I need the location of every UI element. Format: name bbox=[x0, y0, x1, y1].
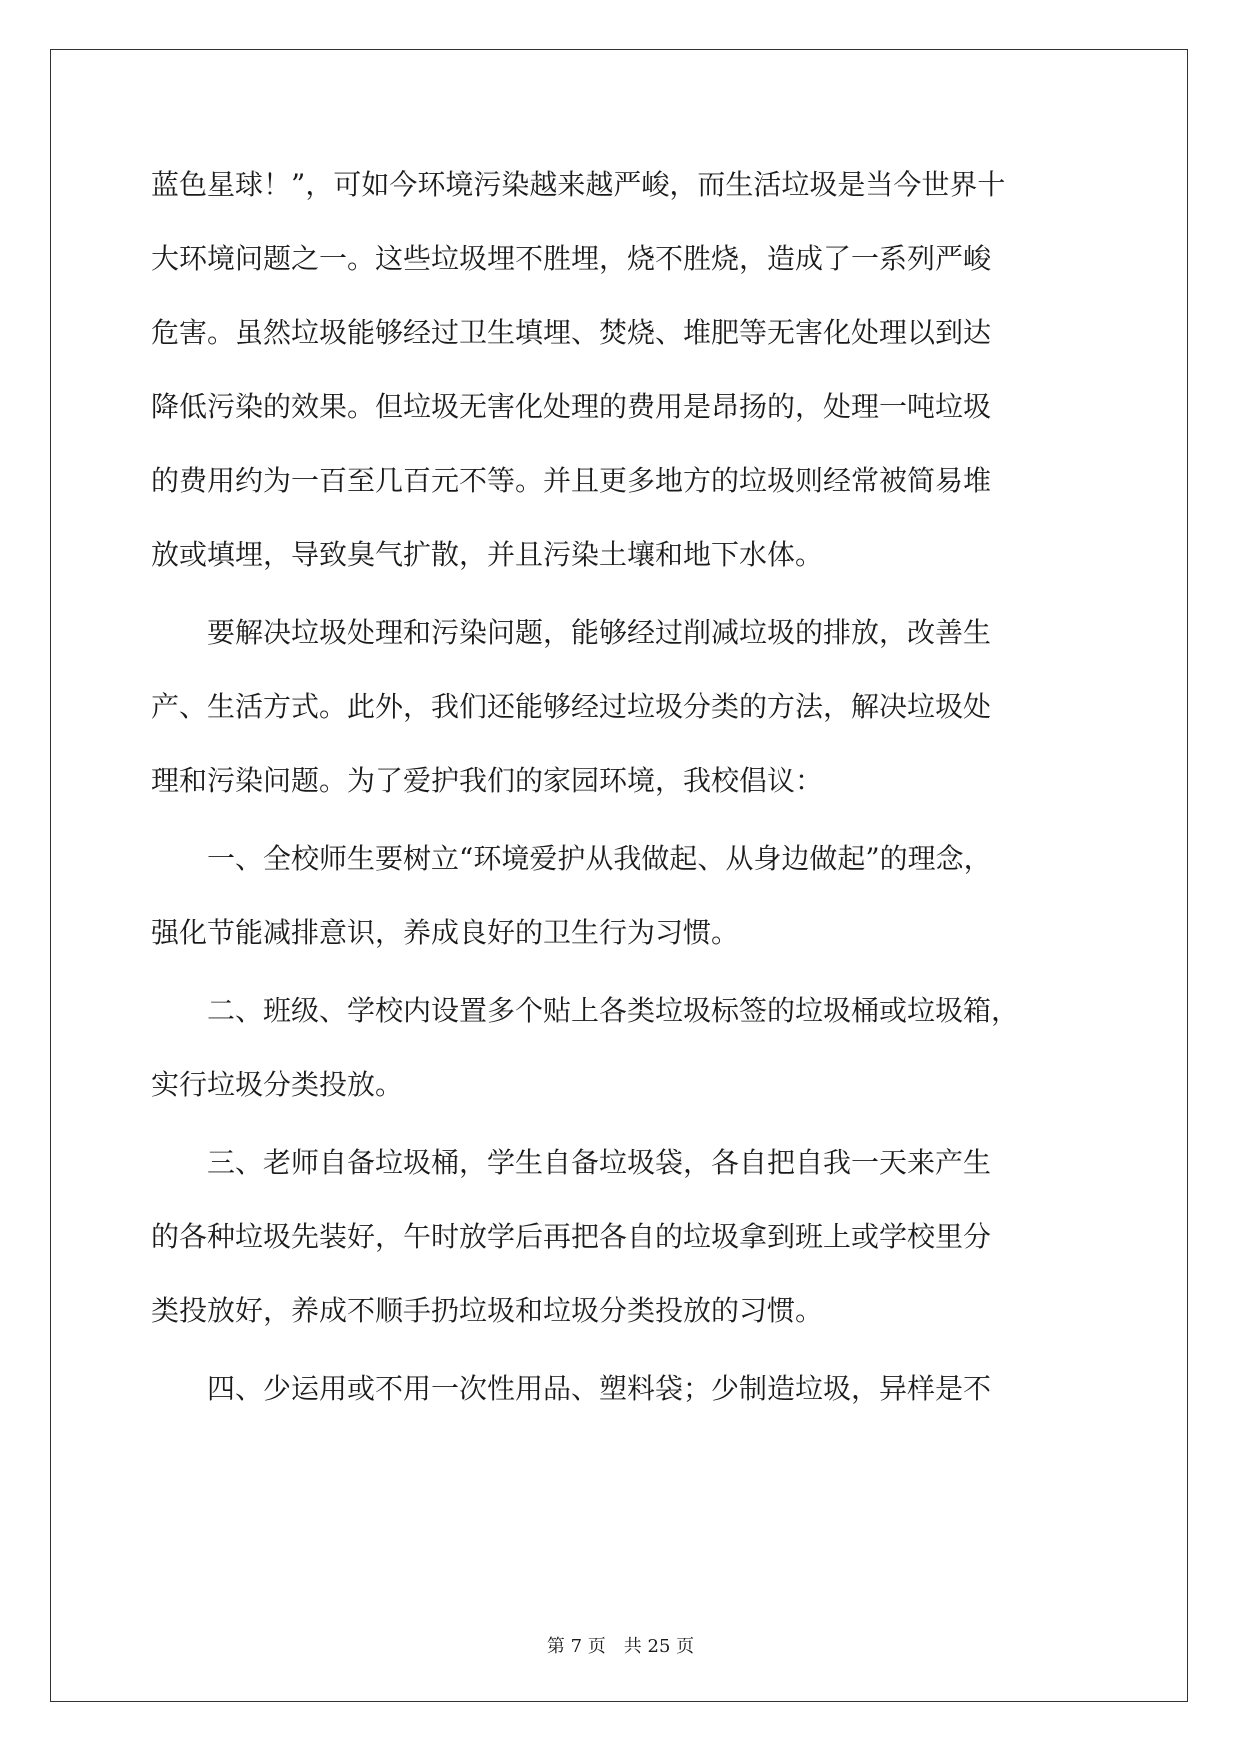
text-line: 理和污染问题。为了爱护我们的家园环境，我校倡议： bbox=[151, 764, 824, 797]
text-line: 的各种垃圾先装好，午时放学后再把各自的垃圾拿到班上或学校里分 bbox=[151, 1220, 992, 1253]
text-line: 大环境问题之一。这些垃圾埋不胜埋，烧不胜烧，造成了一系列严峻 bbox=[151, 242, 992, 275]
text-line: 三、老师自备垃圾桶，学生自备垃圾袋，各自把自我一天来产生 bbox=[207, 1146, 992, 1179]
text-line: 产、生活方式。此外，我们还能够经过垃圾分类的方法，解决垃圾处 bbox=[151, 690, 992, 723]
text-line: 二、班级、学校内设置多个贴上各类垃圾标签的垃圾桶或垃圾箱， bbox=[207, 994, 1020, 1027]
text-line: 放或填埋，导致臭气扩散，并且污染土壤和地下水体。 bbox=[151, 538, 824, 571]
text-line: 危害。虽然垃圾能够经过卫生填埋、焚烧、堆肥等无害化处理以到达 bbox=[151, 316, 992, 349]
text-line: 四、少运用或不用一次性用品、塑料袋；少制造垃圾，异样是不 bbox=[207, 1372, 992, 1405]
page-number: 第 7 页 共 25 页 bbox=[546, 1636, 695, 1657]
text-line: 降低污染的效果。但垃圾无害化处理的费用是昂扬的，处理一吨垃圾 bbox=[151, 390, 992, 423]
text-line: 实行垃圾分类投放。 bbox=[151, 1068, 404, 1101]
text-line: 蓝色星球！”，可如今环境污染越来越严峻，而生活垃圾是当今世界十 bbox=[151, 168, 1006, 201]
text-line: 类投放好，养成不顺手扔垃圾和垃圾分类投放的习惯。 bbox=[151, 1294, 824, 1327]
text-line: 一、全校师生要树立“环境爱护从我做起、从身边做起”的理念， bbox=[207, 842, 992, 875]
text-line: 要解决垃圾处理和污染问题，能够经过削减垃圾的排放，改善生 bbox=[207, 616, 992, 649]
text-line: 强化节能减排意识，养成良好的卫生行为习惯。 bbox=[151, 916, 740, 949]
text-line: 的费用约为一百至几百元不等。并且更多地方的垃圾则经常被简易堆 bbox=[151, 464, 992, 497]
